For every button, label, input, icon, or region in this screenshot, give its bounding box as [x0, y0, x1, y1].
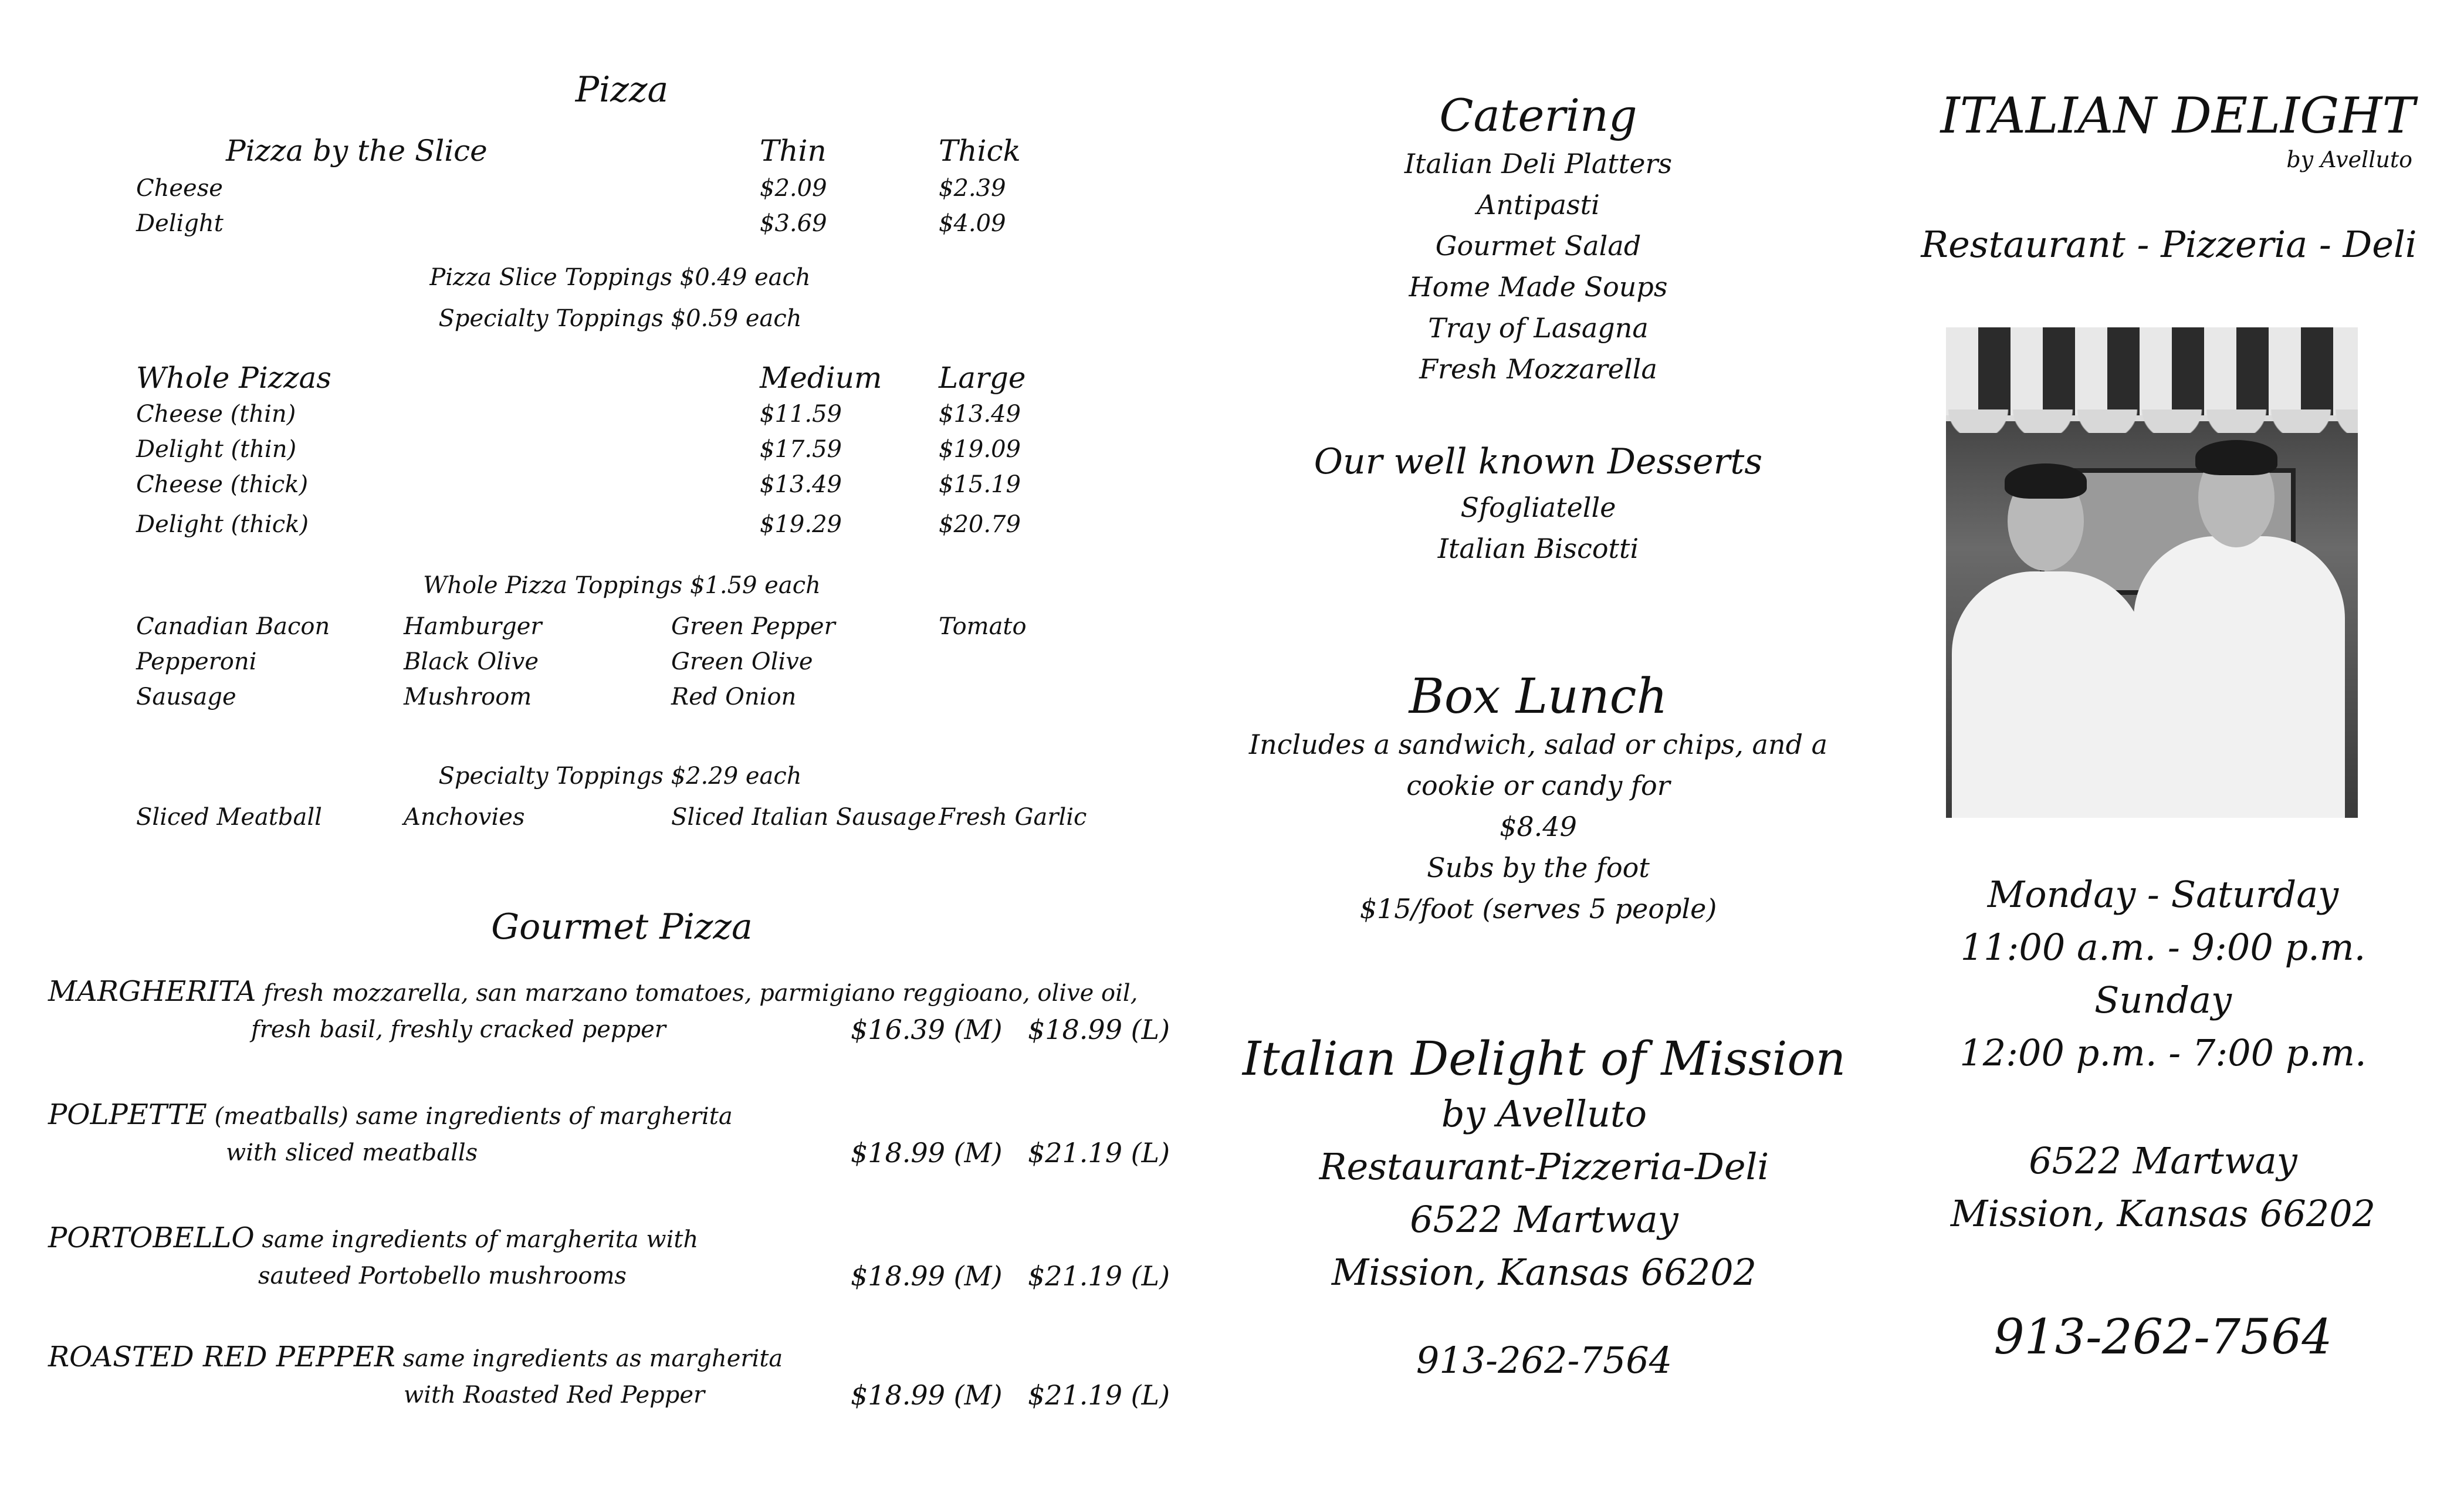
menu-item-name: Cheese [136, 175, 223, 202]
gourmet-item-desc: (meatballs) same ingredients of margherita [214, 1103, 733, 1130]
mission-line: Restaurant-Pizzeria-Deli [1319, 1145, 1769, 1188]
pizza-title: Pizza [575, 69, 669, 110]
gourmet-item-name: ROASTED RED PEPPER [48, 1341, 395, 1373]
menu-item-name: Delight (thick) [136, 511, 309, 538]
chefs-photo [1946, 327, 2358, 818]
box-lunch-line: cookie or candy for [1406, 770, 1670, 801]
catering-item: Gourmet Salad [1435, 230, 1641, 262]
address-line: 6522 Martway [2029, 1139, 2297, 1182]
menu-item-price: $2.39 [939, 175, 1006, 202]
chef-figure-right [2134, 536, 2345, 818]
catering-item: Antipasti [1477, 189, 1600, 221]
catering-item: Home Made Soups [1409, 271, 1668, 303]
chef-figure-left [1952, 571, 2145, 818]
gourmet-item-desc: fresh mozzarella, san marzano tomatoes, parmigiano reggioano, olive oil, [263, 980, 1138, 1007]
catering-title: Catering [1439, 89, 1637, 141]
gourmet-item-name: PORTOBELLO [48, 1221, 255, 1254]
topping-item: Black Olive [404, 648, 539, 675]
gourmet-title: Gourmet Pizza [491, 906, 753, 947]
chef-hair-right [2195, 440, 2277, 475]
box-lunch-line: Includes a sandwich, salad or chips, and a [1248, 729, 1828, 760]
slice-col-thin: Thin [760, 134, 827, 168]
slice-toppings-note: Pizza Slice Toppings $0.49 each [429, 264, 811, 291]
menu-item-price: $13.49 [760, 471, 842, 498]
topping-item: Mushroom [404, 683, 532, 710]
topping-item: Canadian Bacon [136, 613, 330, 640]
menu-item-name: Delight (thin) [136, 436, 297, 463]
menu-item-price: $19.29 [760, 511, 842, 538]
gourmet-price-large: $21.19 (L) [1028, 1137, 1170, 1169]
gourmet-item-desc: same ingredients as margherita [402, 1345, 783, 1372]
gourmet-price-large: $21.19 (L) [1028, 1260, 1170, 1292]
gourmet-item-desc: sauteed Portobello mushrooms [258, 1263, 627, 1289]
gourmet-item-name: POLPETTE [48, 1098, 207, 1131]
gourmet-item [48, 1221, 698, 1254]
gourmet-item-desc: fresh basil, freshly cracked pepper [251, 1016, 666, 1043]
menu-item-name: Delight [136, 210, 224, 237]
gourmet-item [48, 1341, 783, 1373]
chef-hair-left [2005, 463, 2087, 499]
slice-header: Pizza by the Slice [226, 134, 488, 168]
topping-item: Sliced Meatball [136, 804, 322, 831]
catering-item: Fresh Mozzarella [1419, 353, 1657, 385]
slice-specialty-note: Specialty Toppings $0.59 each [438, 305, 802, 332]
hours-line: Monday - Saturday [1987, 873, 2339, 916]
gourmet-price-large: $18.99 (L) [1028, 1014, 1170, 1045]
catering-item: Tray of Lasagna [1428, 312, 1649, 344]
topping-item: Sliced Italian Sausage [671, 804, 936, 831]
menu-item-price: $17.59 [760, 436, 842, 463]
gourmet-item [48, 1098, 733, 1131]
box-lunch-price: $8.49 [1500, 811, 1577, 842]
awning-scallop [1946, 409, 2358, 433]
topping-item: Tomato [939, 613, 1027, 640]
gourmet-item-desc: same ingredients of margherita with [262, 1226, 699, 1253]
menu-item-name: Cheese (thick) [136, 471, 309, 498]
mission-line: 6522 Martway [1410, 1198, 1678, 1241]
menu-item-price: $3.69 [760, 210, 827, 237]
whole-toppings-note: Whole Pizza Toppings $1.59 each [423, 572, 821, 599]
whole-col-large: Large [939, 361, 1026, 395]
topping-item: Anchovies [404, 804, 525, 831]
menu-item-price: $15.19 [939, 471, 1021, 498]
gourmet-price-medium: $18.99 (M) [851, 1379, 1003, 1411]
menu-item-name: Cheese (thin) [136, 401, 296, 428]
cover-tagline: Restaurant - Pizzeria - Deli [1921, 223, 2417, 266]
mission-title: Italian Delight of Mission [1242, 1031, 1846, 1086]
cover-byline: by Avelluto [2286, 147, 2412, 172]
menu-item-price: $13.49 [939, 401, 1021, 428]
menu-item-price: $19.09 [939, 436, 1021, 463]
gourmet-item-desc: with sliced meatballs [226, 1139, 478, 1166]
topping-item: Green Pepper [671, 613, 835, 640]
topping-item: Red Onion [671, 683, 797, 710]
box-lunch-title: Box Lunch [1409, 669, 1668, 725]
address-line: Mission, Kansas 66202 [1950, 1192, 2376, 1235]
gourmet-item [48, 975, 1138, 1008]
topping-item: Hamburger [404, 613, 542, 640]
topping-item: Fresh Garlic [939, 804, 1087, 831]
topping-item: Sausage [136, 683, 236, 710]
gourmet-price-medium: $18.99 (M) [851, 1137, 1003, 1169]
menu-item-price: $4.09 [939, 210, 1006, 237]
cover-phone: 913-262-7564 [1993, 1309, 2333, 1365]
cover-title: ITALIAN DELIGHT [1940, 87, 2415, 144]
awning-stripes [1946, 327, 2358, 421]
menu-item-price: $20.79 [939, 511, 1021, 538]
gourmet-price-large: $21.19 (L) [1028, 1379, 1170, 1411]
slice-col-thick: Thick [939, 134, 1021, 168]
hours-line: 11:00 a.m. - 9:00 p.m. [1960, 926, 2366, 969]
mission-line: Mission, Kansas 66202 [1331, 1251, 1757, 1294]
topping-item: Green Olive [671, 648, 813, 675]
hours-line: Sunday [2094, 979, 2232, 1021]
gourmet-item-name: MARGHERITA [48, 975, 256, 1008]
menu-item-price: $2.09 [760, 175, 827, 202]
specialty-toppings-note: Specialty Toppings $2.29 each [438, 763, 802, 790]
menu-item-price: $11.59 [760, 401, 842, 428]
gourmet-price-medium: $18.99 (M) [851, 1260, 1003, 1292]
box-lunch-line: $15/foot (serves 5 people) [1359, 893, 1717, 925]
gourmet-item-desc: with Roasted Red Pepper [404, 1382, 705, 1409]
topping-item: Pepperoni [136, 648, 257, 675]
gourmet-price-medium: $16.39 (M) [851, 1014, 1003, 1045]
dessert-item: Sfogliatelle [1460, 492, 1616, 523]
catering-item: Italian Deli Platters [1404, 148, 1673, 180]
mission-phone: 913-262-7564 [1416, 1339, 1673, 1382]
hours-line: 12:00 p.m. - 7:00 p.m. [1959, 1031, 2367, 1074]
desserts-title: Our well known Desserts [1314, 441, 1763, 482]
dessert-item: Italian Biscotti [1437, 533, 1639, 564]
whole-col-medium: Medium [760, 361, 882, 395]
mission-line: by Avelluto [1441, 1092, 1647, 1135]
box-lunch-line: Subs by the foot [1427, 852, 1650, 884]
whole-header: Whole Pizzas [136, 361, 331, 395]
